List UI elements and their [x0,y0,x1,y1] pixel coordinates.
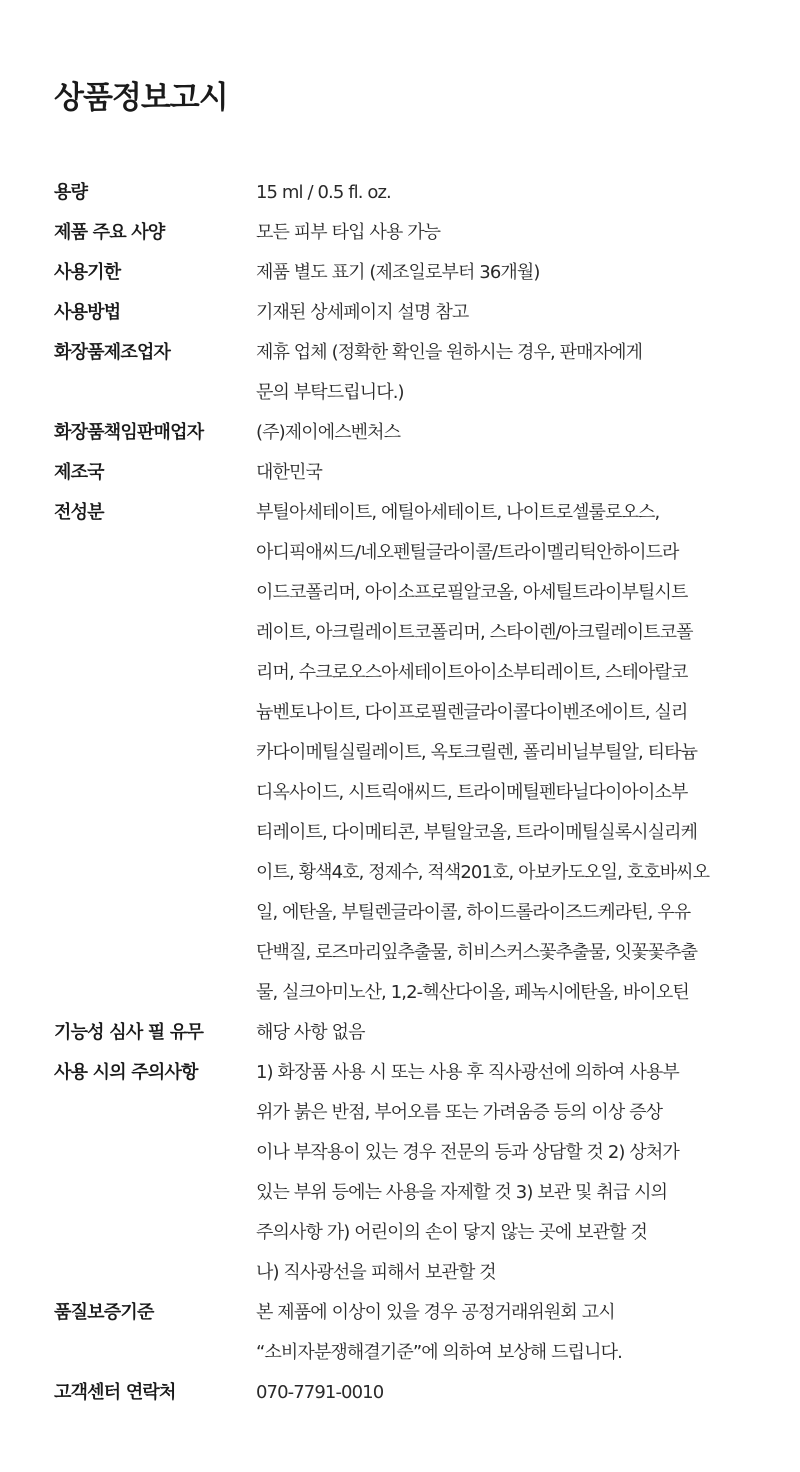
info-label: 품질보증기준 [54,1302,154,1323]
info-label: 제품 주요 사양 [54,222,165,243]
info-value-line: 리머, 수크로오스아세테이트아이소부티레이트, 스테아랄코 [256,662,688,683]
info-value-line: 기재된 상세페이지 설명 참고 [256,302,469,323]
info-label: 고객센터 연락처 [54,1382,176,1403]
info-value-line: “소비자분쟁해결기준”에 의하여 보상해 드립니다. [256,1342,622,1363]
info-value-line: 있는 부위 등에는 사용을 자제할 것 3) 보관 및 취급 시의 [256,1182,668,1203]
info-label: 제조국 [54,462,104,483]
page-title: 상품정보고시 [54,80,228,116]
info-value [256,333,760,413]
info-value-line: 이트, 황색4호, 정제수, 적색201호, 아보카도오일, 호호바씨오 [256,862,710,883]
info-label: 기능성 심사 필 유무 [54,1022,204,1043]
info-value-line: 티레이트, 다이메티콘, 부틸알코올, 트라이메틸실록시실리케 [256,822,698,843]
info-value-line: 주의사항 가) 어린이의 손이 닿지 않는 곳에 보관할 것 [256,1222,647,1243]
info-value-line: 모든 피부 타입 사용 가능 [256,222,441,243]
info-label: 사용방법 [54,302,121,323]
info-row [54,1053,760,1293]
info-value-line: 이나 부작용이 있는 경우 전문의 등과 상담할 것 2) 상처가 [256,1142,679,1163]
info-value-line: 늄벤토나이트, 다이프로필렌글라이콜다이벤조에이트, 실리 [256,702,688,723]
info-value [256,1373,760,1413]
info-table [54,173,760,1413]
info-value-line: 위가 붉은 반점, 부어오름 또는 가려움증 등의 이상 증상 [256,1102,663,1123]
info-value-line: 부틸아세테이트, 에틸아세테이트, 나이트로셀룰로오스, [256,502,660,523]
info-value-line: 070-7791-0010 [256,1382,384,1403]
info-row [54,173,760,213]
info-value-line: 단백질, 로즈마리잎추출물, 히비스커스꽃추출물, 잇꽃꽃추출 [256,942,698,963]
info-value-line: 아디픽애씨드/네오펜틸글라이콜/트라이멜리틱안하이드라 [256,542,679,563]
info-row [54,453,760,493]
info-label: 전성분 [54,502,104,523]
info-row [54,293,760,333]
info-row [54,213,760,253]
info-value-line: 제품 별도 표기 (제조일로부터 36개월) [256,262,540,283]
info-value-line: 이드코폴리머, 아이소프로필알코올, 아세틸트라이부틸시트 [256,582,688,603]
info-value [256,173,760,213]
info-value [256,1013,760,1053]
info-value-line: 물, 실크아미노산, 1,2-헥산다이올, 페녹시에탄올, 바이오틴 [256,982,689,1003]
info-row [54,333,760,413]
info-value [256,1053,760,1293]
info-value-line: 나) 직사광선을 피해서 보관할 것 [256,1262,496,1283]
info-label: 화장품제조업자 [54,342,171,363]
info-value [256,453,760,493]
info-value-line: (주)제이에스벤처스 [256,422,401,443]
info-row [54,1293,760,1373]
info-value-line: 대한민국 [256,462,322,483]
info-value-line: 해당 사항 없음 [256,1022,365,1043]
info-value-line: 15 ml / 0.5 fl. oz. [256,182,391,203]
info-value [256,293,760,333]
info-row [54,253,760,293]
info-value-line: 디옥사이드, 시트릭애씨드, 트라이메틸펜타닐다이아이소부 [256,782,688,803]
info-label: 화장품책임판매업자 [54,422,204,443]
info-value-line: 레이트, 아크릴레이트코폴리머, 스타이렌/아크릴레이트코폴 [256,622,693,643]
info-value [256,413,760,453]
info-label: 사용기한 [54,262,121,283]
info-label: 사용 시의 주의사항 [54,1062,198,1083]
info-value-line: 본 제품에 이상이 있을 경우 공정거래위원회 고시 [256,1302,615,1323]
info-value-line: 일, 에탄올, 부틸렌글라이콜, 하이드롤라이즈드케라틴, 우유 [256,902,691,923]
info-row [54,1373,760,1413]
info-row [54,413,760,453]
info-value [256,493,760,1013]
info-row [54,1013,760,1053]
info-value-line: 제휴 업체 (정확한 확인을 원하시는 경우, 판매자에게 [256,342,643,363]
info-value-line: 1) 화장품 사용 시 또는 사용 후 직사광선에 의하여 사용부 [256,1062,679,1083]
info-value-line: 문의 부탁드립니다.) [256,382,404,403]
info-value-line: 카다이메틸실릴레이트, 옥토크릴렌, 폴리비닐부틸알, 티타늄 [256,742,698,763]
info-row [54,493,760,1013]
info-value [256,213,760,253]
info-value [256,1293,760,1373]
info-value [256,253,760,293]
info-label: 용량 [54,182,88,203]
